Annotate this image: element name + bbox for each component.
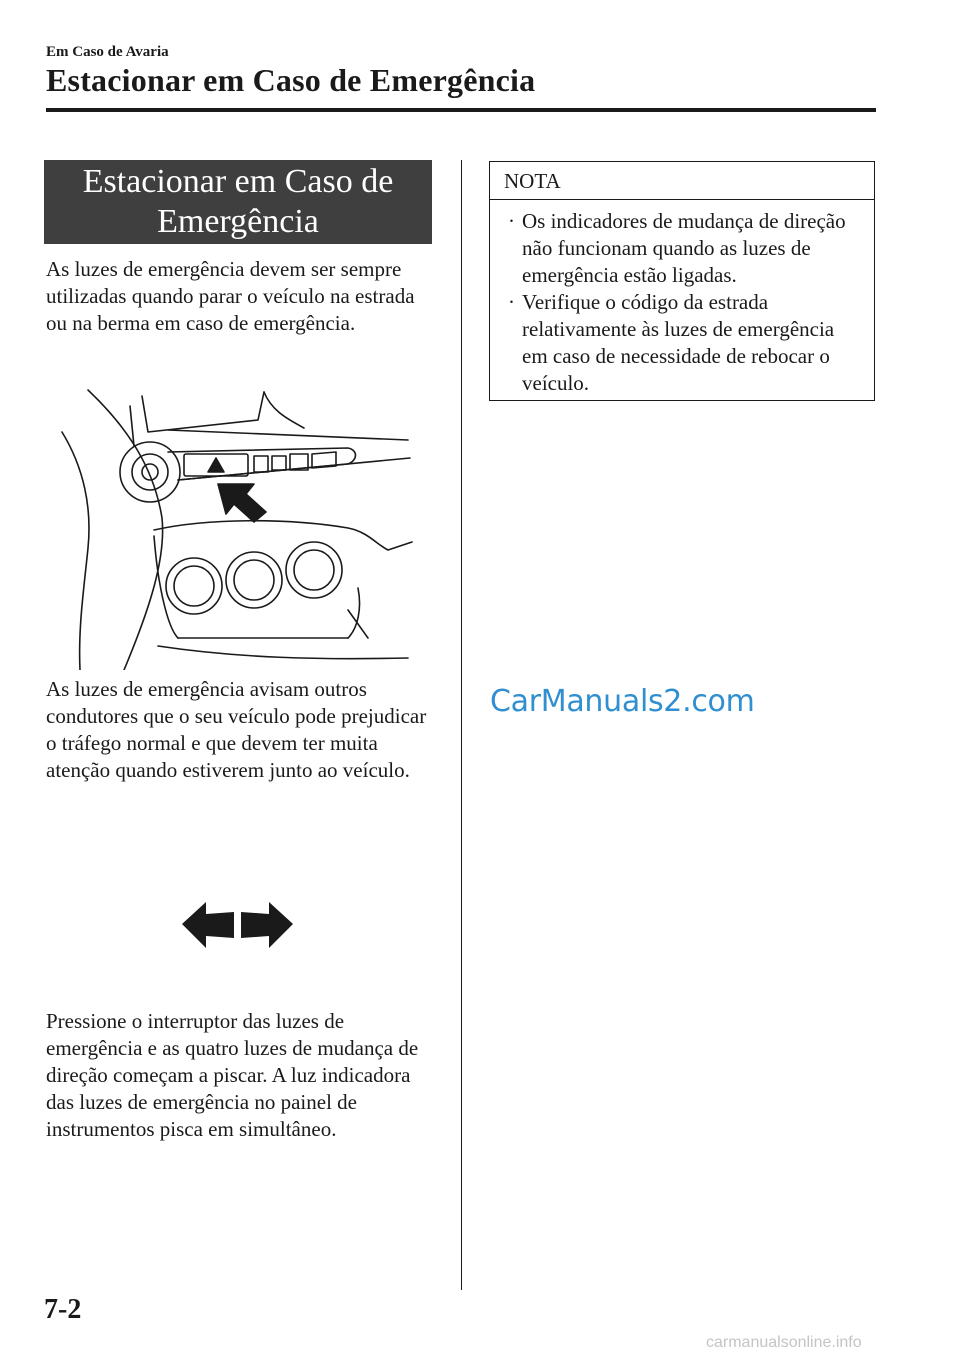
intro-paragraph: As luzes de emergência devem ser sempre utilizadas quando parar o veículo na estrada ou na berma em caso de emergência. bbox=[46, 257, 415, 335]
instruction-paragraph: Pressione o interruptor das luzes de emergência e as quatro luzes de mudança de direção começam a piscar. A luz indicadora das luzes de emergência no painel de instrumentos pisca em simultâneo. bbox=[46, 1009, 419, 1141]
note-heading: NOTA bbox=[490, 162, 874, 200]
section-heading bbox=[44, 160, 432, 244]
note-item: · Os indicadores de mudança de direção não funcionam quando as luzes de emergência estão ligadas. bbox=[508, 209, 846, 287]
page-number: 7-2 bbox=[44, 1294, 82, 1325]
dashboard-hazard-switch-illustration bbox=[58, 388, 414, 670]
footer-site-link[interactable]: carmanualsonline.info bbox=[706, 1334, 862, 1351]
warning-paragraph: As luzes de emergência avisam outros condutores que o seu veículo pode prejudicar o tráfego normal e que devem ter muita atenção quando estiverem junto ao veículo. bbox=[46, 677, 427, 782]
bullet-icon: · bbox=[508, 209, 515, 233]
note-list bbox=[490, 200, 874, 397]
turn-signal-arrows-icon bbox=[180, 900, 295, 950]
note-item: · Verifique o código da estrada relativamente às luzes de emergência em caso de necessidade de rebocar o veículo. bbox=[508, 290, 835, 395]
section-heading-text: Estacionar em Caso de Emergência bbox=[82, 163, 394, 240]
page-title: Estacionar em Caso de Emergência bbox=[46, 62, 536, 98]
breadcrumb: Em Caso de Avaria bbox=[46, 44, 169, 60]
bullet-icon: · bbox=[508, 290, 515, 314]
watermark: CarManuals2.com bbox=[490, 684, 755, 719]
title-divider bbox=[46, 108, 876, 112]
note-box bbox=[489, 161, 875, 401]
column-divider bbox=[461, 160, 462, 1290]
